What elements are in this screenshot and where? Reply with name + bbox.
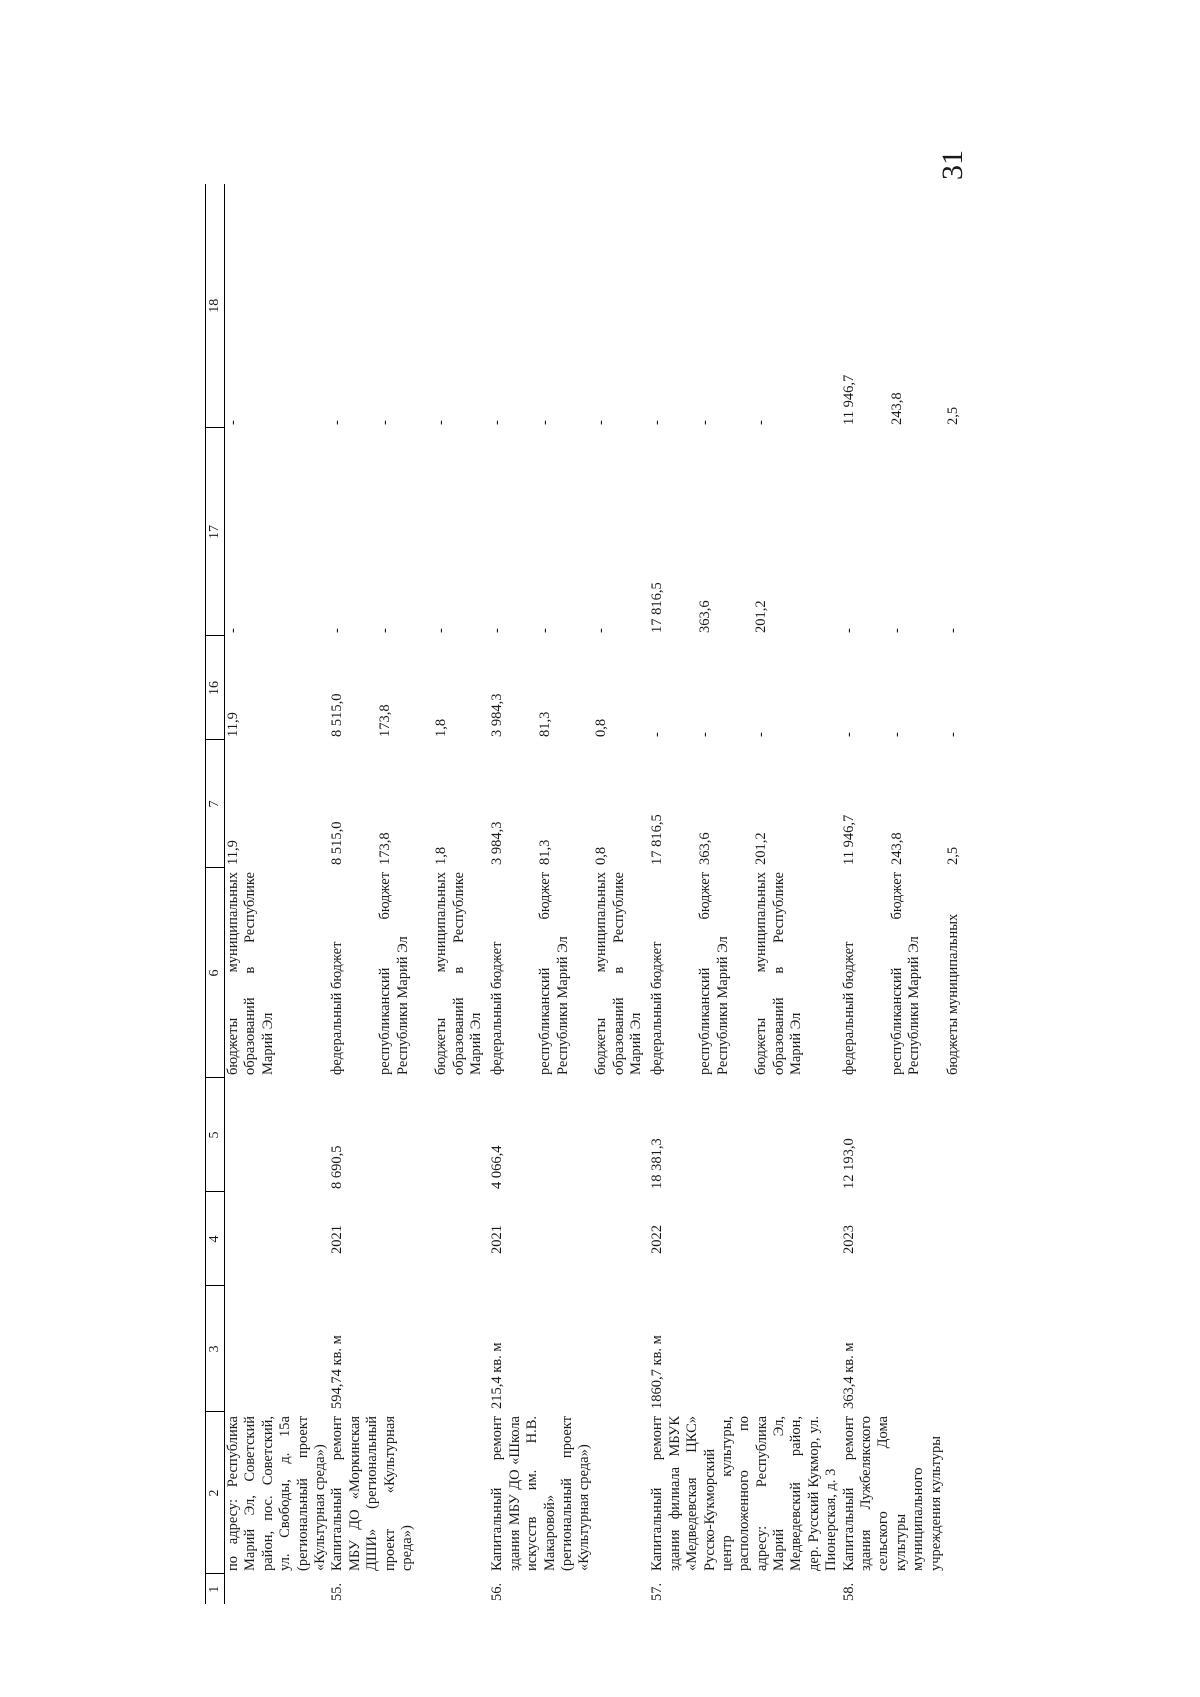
funding-value: 81,3 [537,839,554,865]
funding-source-label: республиканский бюджет Республики Марий Эл [377,872,411,1075]
rotated-table-container [205,184,985,1604]
funding-value: - [944,628,961,633]
funding-value: 0,8 [593,718,610,737]
value-16 [329,636,489,740]
funding-source-label: бюджеты муниципальных образований в Республике Марий Эл [433,872,485,1075]
funding-value: - [840,732,857,737]
object-area: 363,4 кв. м [840,1342,857,1409]
col-header: 7 [206,740,225,868]
table-row [649,184,840,1604]
funding-value: 11,9 [225,712,241,737]
object-name: Капитальный ремонт здания МБУ ДО «Школа искусств им. Н.В. Макаровой» (региональный проект «Культурная среда») [489,1416,593,1571]
funding-value: - [225,628,241,633]
funding-value: - [593,420,610,425]
object-name: по адресу: Республика Марий Эл, Советский район, пос. Советский, ул. Свободы, д. 15а (региональный проект «Культурная среда») [225,1416,328,1571]
funding-value: 1,8 [433,718,450,737]
funding-value: 3 984,3 [489,693,506,737]
funding-value: 17 816,5 [649,582,666,633]
total-cost: 18 381,3 [649,1138,666,1189]
funding-source-label: федеральный бюджет [649,941,666,1075]
funding-value: - [433,628,450,633]
funding-value: - [649,420,666,425]
funding-value: - [697,732,714,737]
funding-value: - [433,420,450,425]
value-7 [329,740,489,868]
value-7 [489,740,649,868]
funding-value: 11,9 [225,840,241,865]
funding-value: 3 984,3 [489,821,506,865]
funding-source-label: бюджеты муниципальных образований в Республике Марий Эл [593,872,645,1075]
col-header: 2 [206,1412,225,1574]
value-17 [489,428,649,636]
funding-value: 363,6 [697,832,714,865]
object-name: Капитальный ремонт здания Лужбелякского сельского Дома культуры муниципального учреждения культуры [840,1416,944,1571]
funding-value: - [329,420,346,425]
object-year: 2021 [489,1225,506,1254]
funding-source-label: федеральный бюджет [840,941,857,1075]
value-16 [841,636,993,740]
funding-value: - [537,628,554,633]
funding-value: 2,5 [944,406,961,425]
total-cost: 4 066,4 [489,1145,506,1189]
table-row [329,184,489,1604]
object-year [225,1192,330,1286]
funding-value: - [649,732,666,737]
value-18 [225,184,330,428]
funding-value: 11 946,7 [840,814,857,865]
page-number: 31 [936,150,969,180]
funding-value: - [377,420,394,425]
col-header: 1 [206,1574,225,1604]
funding-value: - [489,420,506,425]
funding-source-label: бюджеты муниципальных образований в Республике Марий Эл [225,872,276,1075]
funding-value: - [944,732,961,737]
funding-sources [489,868,649,1078]
funding-source-label: республиканский бюджет Республики Марий Эл [697,872,731,1075]
row-number [225,1574,330,1604]
funding-source-label: бюджеты муниципальных [944,913,961,1075]
object-area [225,1286,330,1412]
value-17 [649,428,840,636]
funding-value: - [697,420,714,425]
funding-value: 81,3 [537,711,554,737]
funding-value: 8 515,0 [329,693,346,737]
funding-value: - [225,420,241,425]
col-header: 18 [206,184,225,428]
funding-value: - [753,420,770,425]
value-17 [329,428,489,636]
value-17 [841,428,993,636]
object-year: 2022 [649,1225,666,1254]
total-cost: 8 690,5 [329,1145,346,1189]
funding-value: 8 515,0 [329,821,346,865]
table-row [489,184,649,1604]
value-16 [649,636,840,740]
funding-value: 363,6 [697,600,714,633]
funding-value: 0,8 [593,846,610,865]
col-header: 17 [206,428,225,636]
funding-value: - [537,420,554,425]
funding-value: - [377,628,394,633]
col-header: 16 [206,636,225,740]
value-18 [489,184,649,428]
funding-value: 11 946,7 [840,374,857,425]
funding-value: - [489,628,506,633]
value-7 [649,740,840,868]
funding-sources [649,868,840,1078]
value-18 [649,184,840,428]
funding-value: - [593,628,610,633]
funding-value: 1,8 [433,846,450,865]
funding-value: 17 816,5 [649,814,666,865]
funding-source-label: бюджеты муниципальных образований в Республике Марий Эл [753,872,805,1075]
funding-value: - [753,732,770,737]
funding-value: 243,8 [888,392,905,425]
funding-sources [329,868,489,1078]
funding-value: 173,8 [377,704,394,737]
table-body [225,184,993,1604]
funding-value: 173,8 [377,832,394,865]
funding-sources [225,868,330,1078]
value-18 [841,184,993,428]
funding-value: - [888,628,905,633]
object-area: 215,4 кв. м [489,1342,506,1409]
value-16 [489,636,649,740]
funding-value: - [329,628,346,633]
row-number: 57. [649,1582,666,1601]
value-7 [841,740,993,868]
object-area: 594,74 кв. м [329,1335,346,1409]
col-header: 3 [206,1286,225,1412]
funding-value: - [888,732,905,737]
funding-value: 201,2 [753,832,770,865]
col-header: 6 [206,868,225,1078]
funding-value: 243,8 [888,832,905,865]
funding-source-label: республиканский бюджет Республики Марий Эл [888,872,923,1075]
object-year: 2023 [840,1225,857,1254]
value-7 [225,740,330,868]
value-17 [225,428,330,636]
object-name: Капитальный ремонт здания филиала МБУК «Медведевская ЦКС» Русско-Кукморский центр культуры, расположенного по адресу: Республика Марий Эл, Медведевский район, дер. Русский Кукмор, ул. Пионерская, д. 3 [649,1416,840,1571]
object-area: 1860,7 кв. м [649,1335,666,1409]
budget-table [205,184,993,1604]
object-year: 2021 [329,1225,346,1254]
funding-value: 2,5 [944,846,961,865]
col-header: 5 [206,1078,225,1192]
table-row [225,184,330,1604]
row-number: 55. [329,1582,346,1601]
funding-source-label: федеральный бюджет [489,941,506,1075]
row-number: 56. [489,1582,506,1601]
funding-value: - [840,628,857,633]
value-18 [329,184,489,428]
object-name: Капитальный ремонт МБУ ДО «Моркинская ДШИ» (региональный проект «Культурная среда») [329,1416,415,1571]
funding-value: 201,2 [753,600,770,633]
total-cost [225,1078,330,1192]
value-16 [225,636,330,740]
column-number-header-row [206,184,225,1604]
total-cost: 12 193,0 [840,1138,857,1189]
row-number: 58. [840,1582,857,1601]
funding-sources [841,868,993,1078]
funding-source-label: федеральный бюджет [329,941,346,1075]
table-row [841,184,993,1604]
col-header: 4 [206,1192,225,1286]
funding-source-label: республиканский бюджет Республики Марий Эл [537,872,571,1075]
